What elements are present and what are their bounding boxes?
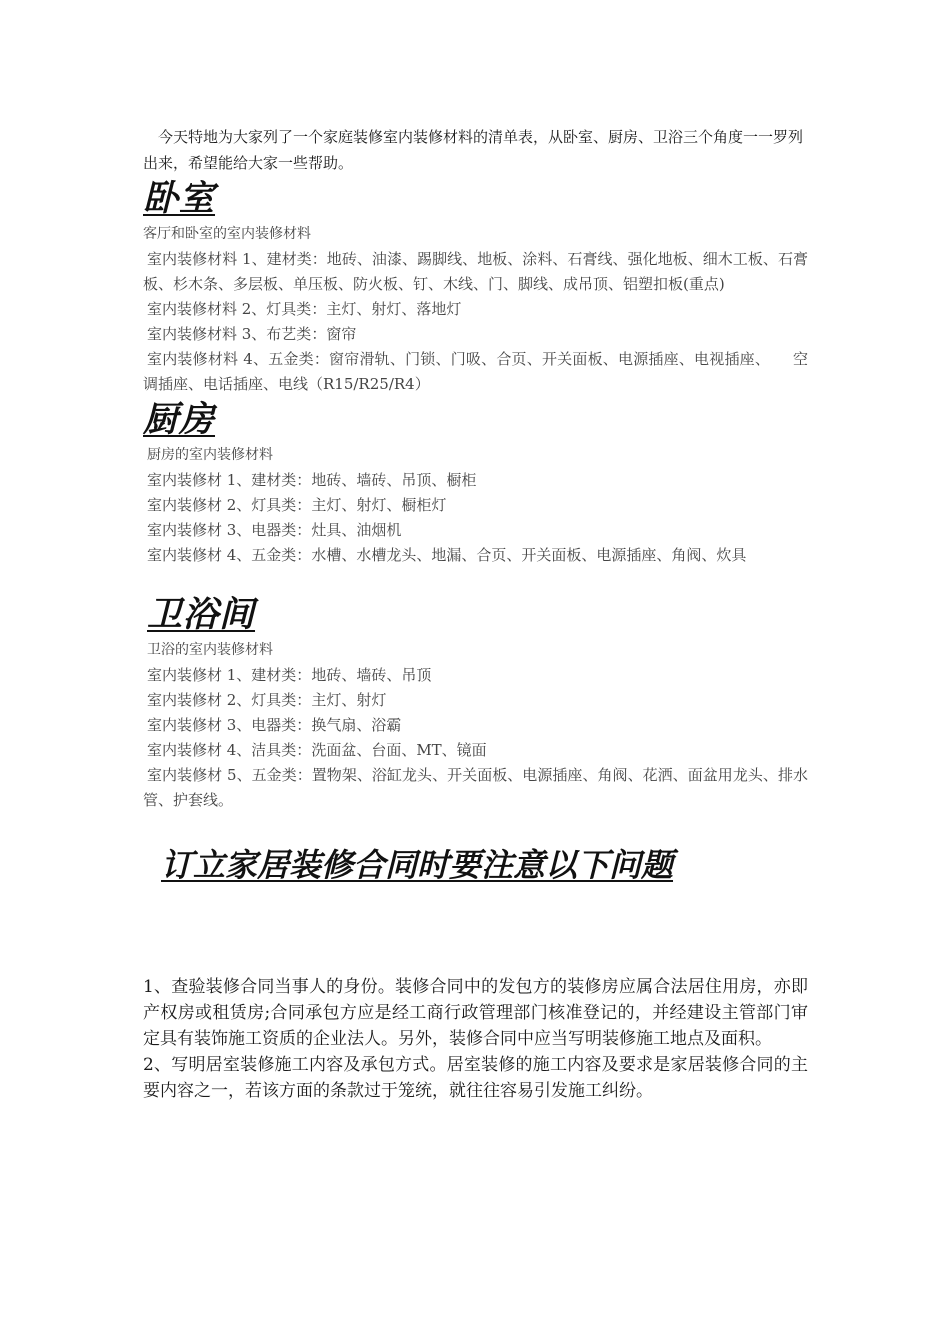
kitchen-subtitle: 厨房的室内装修材料 — [147, 447, 273, 463]
kitchen-item-4: 室内装修材 4、五金类：水槽、水槽龙头、地漏、合页、开关面板、电源插座、角阀、炊具 — [147, 546, 747, 564]
bedroom-item-4: 室内装修材料 4、五金类：窗帘滑轨、门锁、门吸、合页、开关面板、电源插座、电视插座、 空调插座、电话插座、电线（R15/R25/R4） — [143, 350, 808, 393]
bedroom-item-1: 室内装修材料 1、建材类：地砖、油漆、踢脚线、地板、涂料、石膏线、强化地板、细木工板、石膏板、杉木条、多层板、单压板、防火板、钉、木线、门、脚线、成吊顶、铝塑扣板(重点) — [143, 250, 808, 293]
bathroom-heading: 卫浴间 — [147, 595, 256, 635]
section-gap — [143, 568, 808, 592]
kitchen-heading: 厨房 — [143, 400, 216, 440]
document-page — [143, 124, 808, 1104]
bedroom-subtitle: 客厅和卧室的室内装修材料 — [143, 226, 311, 242]
bedroom-heading: 卧室 — [143, 179, 216, 219]
kitchen-item-2: 室内装修材 2、灯具类：主灯、射灯、橱柜灯 — [147, 496, 447, 514]
bathroom-item-1: 室内装修材 1、建材类：地砖、墙砖、吊顶 — [147, 666, 432, 684]
section-gap — [143, 887, 808, 974]
bedroom-item-3: 室内装修材料 3、布艺类：窗帘 — [147, 325, 357, 343]
kitchen-item-3: 室内装修材 3、电器类：灶具、油烟机 — [147, 521, 402, 539]
bathroom-subtitle: 卫浴的室内装修材料 — [147, 642, 273, 658]
bathroom-item-2: 室内装修材 2、灯具类：主灯、射灯 — [147, 691, 387, 709]
bathroom-item-3: 室内装修材 3、电器类：换气扇、浴霸 — [147, 716, 402, 734]
contract-heading: 订立家居装修合同时要注意以下问题 — [161, 846, 674, 884]
contract-paragraph-2: 2、写明居室装修施工内容及承包方式。居室装修的施工内容及要求是家居装修合同的主要内容之一，若该方面的条款过于笼统，就往往容易引发施工纠纷。 — [143, 1055, 808, 1101]
bathroom-item-4: 室内装修材 4、洁具类：洗面盆、台面、MT、镜面 — [147, 741, 487, 759]
bedroom-item-2: 室内装修材料 2、灯具类：主灯、射灯、落地灯 — [147, 300, 462, 318]
section-gap — [143, 813, 808, 843]
intro-paragraph: 今天特地为大家列了一个家庭装修室内装修材料的清单表，从卧室、厨房、卫浴三个角度一一罗列出来，希望能给大家一些帮助。 — [143, 128, 804, 172]
bathroom-item-5: 室内装修材 5、五金类：置物架、浴缸龙头、开关面板、电源插座、角阀、花洒、面盆用龙头、排水管、护套线。 — [143, 766, 808, 809]
kitchen-item-1: 室内装修材 1、建材类：地砖、墙砖、吊顶、橱柜 — [147, 471, 477, 489]
contract-paragraph-1: 1、查验装修合同当事人的身份。装修合同中的发包方的装修房应属合法居住用房，亦即产权房或租赁房;合同承包方应是经工商行政管理部门核准登记的，并经建设主管部门审定具有装饰施工资质的企业法人。另外，装修合同中应当写明装修施工地点及面积。 — [143, 977, 808, 1049]
